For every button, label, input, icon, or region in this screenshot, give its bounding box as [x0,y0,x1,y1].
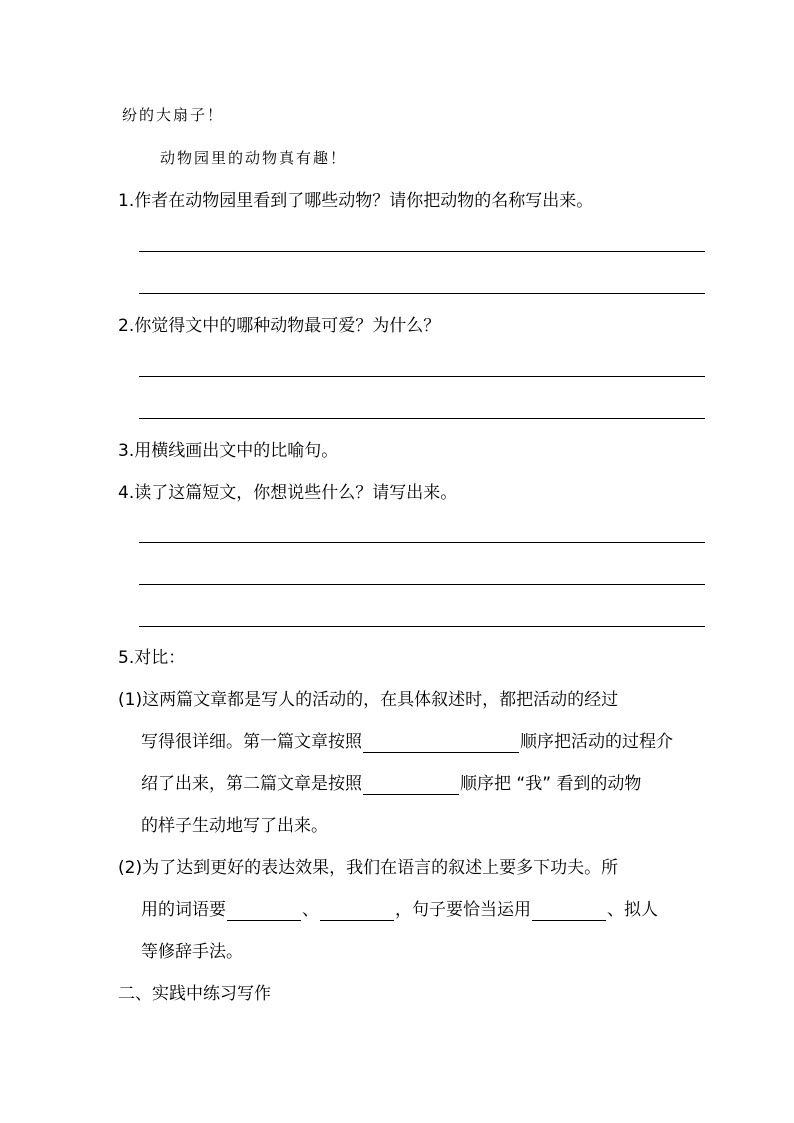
fill-blank[interactable] [227,900,301,921]
text-fragment: 绍了出来，第二篇文章是按照 [141,774,362,794]
question-4 [118,482,457,504]
text-fragment: 写得很详细。第一篇文章按照 [141,732,362,752]
question-text: 作者在动物园里看到了哪些动物？请你把动物的名称写出来。 [134,191,594,211]
sub-question-text: 为了达到更好的表达效果，我们在语言的叙述上要多下功夫。所 [142,858,619,878]
answer-line[interactable] [139,293,705,294]
answer-line[interactable] [139,418,705,419]
sub-question-text: 这两篇文章都是写人的活动的，在具体叙述时，都把活动的经过 [142,690,619,710]
answer-line[interactable] [139,376,705,377]
answer-line[interactable] [139,626,705,627]
text-fragment: 顺序把 “我” 看到的动物 [460,774,642,794]
answer-line[interactable] [139,584,705,585]
passage-tail: 纷的大扇子！ [122,106,225,124]
section-heading: 二、实践中练习写作 [118,984,271,1004]
q5-part2-line3 [141,941,243,963]
question-3 [118,440,338,462]
question-number: 3. [118,441,135,461]
text-fragment: 、拟人 [607,900,658,920]
question-number: 2. [118,316,135,336]
fill-blank[interactable] [532,900,606,921]
q5-part1-line2 [141,731,673,753]
question-number: 1. [118,191,135,211]
question-text: 你觉得文中的哪种动物最可爱？为什么？ [134,316,441,336]
sub-question-label: (1) [118,690,143,710]
text-fragment: 、 [302,900,319,920]
q5-part2-line2 [141,899,658,921]
q5-part1-line4 [141,815,328,837]
q5-part1-line1 [118,689,618,711]
text-fragment: 顺序把活动的过程介 [520,732,673,752]
text-fragment: 的样子生动地写了出来。 [141,816,328,836]
text-fragment: ，句子要恰当运用 [395,900,531,920]
q5-part2-line1 [118,857,618,879]
question-number: 5. [118,648,135,668]
answer-line[interactable] [139,251,705,252]
answer-line[interactable] [139,542,705,543]
text-fragment: 用的词语要 [141,900,226,920]
question-text: 读了这篇短文，你想说些什么？请写出来。 [134,483,458,503]
text-fragment: 等修辞手法。 [141,942,243,962]
q5-part1-line3 [141,773,641,795]
question-text: 用横线画出文中的比喻句。 [134,441,339,461]
sub-question-label: (2) [118,858,143,878]
question-number: 4. [118,483,135,503]
passage-closing: 动物园里的动物真有趣！ [160,149,348,167]
fill-blank[interactable] [363,732,519,753]
question-1 [118,190,593,212]
fill-blank[interactable] [320,900,394,921]
question-5 [118,647,185,669]
fill-blank[interactable] [363,774,459,795]
question-2 [118,315,440,337]
question-text: 对比： [134,648,186,668]
